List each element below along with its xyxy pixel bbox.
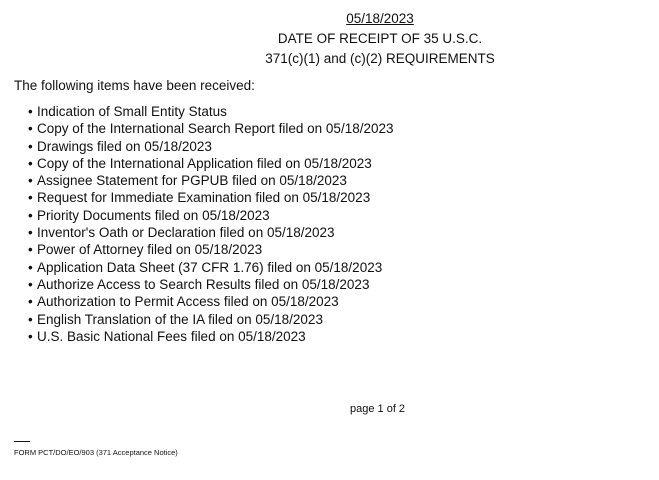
list-item [28,172,394,189]
list-item-text: Inventor's Oath or Declaration filed on 05/18/2023 [37,225,335,241]
list-item-text: Power of Attorney filed on 05/18/2023 [37,242,263,258]
bullet-icon: • [28,259,33,275]
bullet-icon: • [28,225,33,241]
list-item [28,207,394,224]
bullet-icon: • [28,276,33,292]
receipt-date: 05/18/2023 [346,11,414,26]
list-item-text: U.S. Basic National Fees filed on 05/18/2023 [37,328,306,344]
list-item [28,138,394,155]
list-item [28,120,394,137]
list-item [28,189,394,206]
list-item-text: English Translation of the IA filed on 05/18/2023 [37,311,323,327]
header-title-line2: 371(c)(1) and (c)(2) REQUIREMENTS [265,51,495,66]
bullet-icon: • [28,121,33,137]
list-item-text: Request for Immediate Examination filed on 05/18/2023 [37,190,371,206]
list-item-text: Assignee Statement for PGPUB filed on 05/18/2023 [37,173,347,189]
bullet-icon: • [28,138,33,154]
list-item [28,276,394,293]
list-item [28,241,394,258]
list-item-text: Copy of the International Application filed on 05/18/2023 [37,155,372,171]
bullet-icon: • [28,328,33,344]
list-item-text: Authorization to Permit Access filed on 05/18/2023 [37,294,339,310]
list-item-text: Application Data Sheet (37 CFR 1.76) filed on 05/18/2023 [37,259,383,275]
list-item [28,103,394,120]
bullet-icon: • [28,242,33,258]
page-number: page 1 of 2 [350,403,406,415]
bullet-icon: • [28,155,33,171]
bullet-icon: • [28,311,33,327]
list-item [28,155,394,172]
bullet-icon: • [28,207,33,223]
footer-divider [14,441,30,442]
list-item [28,293,394,310]
list-item-text: Copy of the International Search Report filed on 05/18/2023 [37,121,394,137]
form-identifier: FORM PCT/DO/EO/903 (371 Acceptance Notice) [14,448,178,457]
list-item [28,224,394,241]
list-item [28,259,394,276]
list-item-text: Priority Documents filed on 05/18/2023 [37,207,270,223]
list-item [28,328,394,345]
list-item [28,311,394,328]
bullet-icon: • [28,104,33,119]
list-item-text: Indication of Small Entity Status [37,104,227,119]
bullet-icon: • [28,190,33,206]
bullet-icon: • [28,173,33,189]
header-title-line1: DATE OF RECEIPT OF 35 U.S.C. [277,31,483,46]
received-items-list [28,103,394,345]
bullet-icon: • [28,294,33,310]
intro-text: The following items have been received: [14,78,255,93]
list-item-text: Drawings filed on 05/18/2023 [37,138,212,154]
list-item-text: Authorize Access to Search Results filed on 05/18/2023 [37,276,370,292]
